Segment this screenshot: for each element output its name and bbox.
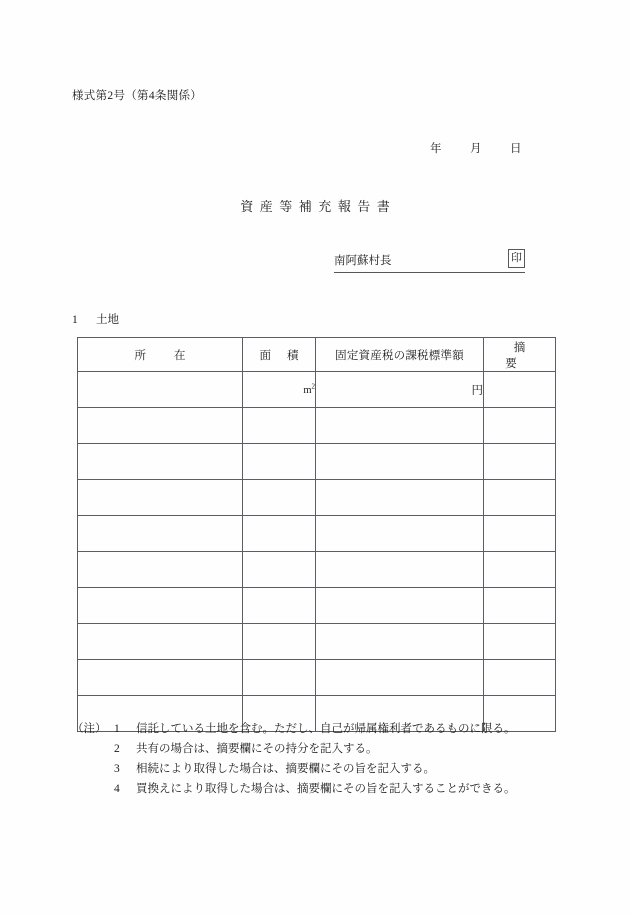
column-header-location: 所在 — [78, 338, 243, 372]
document-title: 資産等補充報告書 — [240, 199, 397, 214]
table-row — [78, 624, 556, 660]
cell-location[interactable] — [78, 408, 243, 444]
cell-tax-base[interactable] — [316, 588, 484, 624]
cell-area[interactable] — [243, 480, 316, 516]
cell-location[interactable] — [78, 516, 243, 552]
cell-area-unit[interactable] — [243, 372, 316, 408]
table-row — [78, 408, 556, 444]
form-number: 様式第2号（第4条関係） — [72, 90, 203, 102]
cell-area[interactable] — [243, 516, 316, 552]
cell-tax-base[interactable] — [316, 444, 484, 480]
note-number: 3 — [114, 763, 120, 775]
cell-remarks[interactable] — [484, 480, 556, 516]
section-heading-land — [72, 311, 119, 327]
section-label: 土地 — [96, 314, 119, 326]
cell-tax-base[interactable] — [316, 516, 484, 552]
column-header-area: 面積 — [243, 338, 316, 372]
seal-stamp-box: 印 — [508, 249, 525, 268]
cell-location[interactable] — [78, 588, 243, 624]
note-text: 買換えにより取得した場合は、摘要欄にその旨を記入することができる。 — [136, 783, 516, 795]
note-text: 相続により取得した場合は、摘要欄にその旨を記入する。 — [136, 763, 435, 775]
table-row — [78, 588, 556, 624]
cell-remarks[interactable] — [484, 660, 556, 696]
note-item — [72, 739, 572, 759]
cell-tax-base[interactable] — [316, 480, 484, 516]
table-body — [78, 372, 556, 732]
cell-location[interactable] — [78, 624, 243, 660]
year-label: 年 — [430, 143, 442, 155]
section-number: 1 — [72, 314, 78, 326]
note-text: 共有の場合は、摘要欄にその持分を記入する。 — [136, 743, 378, 755]
note-item — [72, 779, 572, 799]
addressee-label: 南阿蘇村長 — [334, 255, 392, 267]
cell-remarks[interactable] — [484, 516, 556, 552]
notes-section — [72, 719, 572, 799]
cell-tax-unit[interactable] — [316, 372, 484, 408]
column-header-tax-base: 固定資産税の課税標準額 — [316, 338, 484, 372]
date-line — [430, 140, 522, 156]
table-row — [78, 660, 556, 696]
yen-unit: 円 — [471, 384, 483, 397]
cell-area[interactable] — [243, 588, 316, 624]
square-meter-unit: $m^2$ — [303, 382, 315, 397]
cell-area[interactable] — [243, 660, 316, 696]
cell-area[interactable] — [243, 444, 316, 480]
note-text: 信託している土地を含む。ただし、自己が帰属権利者であるものに限る。 — [136, 723, 516, 735]
note-item — [72, 759, 572, 779]
day-label: 日 — [510, 143, 522, 155]
table-row — [78, 444, 556, 480]
cell-remarks[interactable] — [484, 372, 556, 408]
table-row — [78, 480, 556, 516]
cell-location[interactable] — [78, 372, 243, 408]
table-row — [78, 552, 556, 588]
cell-location[interactable] — [78, 660, 243, 696]
cell-tax-base[interactable] — [316, 624, 484, 660]
cell-location[interactable] — [78, 480, 243, 516]
column-header-remarks: 摘要 — [484, 338, 556, 372]
note-item — [72, 719, 572, 739]
notes-label: （注） — [72, 723, 107, 735]
cell-remarks[interactable] — [484, 588, 556, 624]
table-row — [78, 372, 556, 408]
land-asset-table — [77, 337, 556, 732]
month-label: 月 — [470, 143, 482, 155]
note-number: 4 — [114, 783, 120, 795]
note-number: 2 — [114, 743, 120, 755]
cell-remarks[interactable] — [484, 408, 556, 444]
table-header-row — [78, 338, 556, 372]
cell-area[interactable] — [243, 624, 316, 660]
cell-remarks[interactable] — [484, 552, 556, 588]
note-number: 1 — [114, 723, 120, 735]
cell-remarks[interactable] — [484, 624, 556, 660]
cell-area[interactable] — [243, 408, 316, 444]
cell-location[interactable] — [78, 444, 243, 480]
cell-location[interactable] — [78, 552, 243, 588]
addressee-line — [334, 251, 525, 273]
cell-area[interactable] — [243, 552, 316, 588]
cell-remarks[interactable] — [484, 444, 556, 480]
cell-tax-base[interactable] — [316, 408, 484, 444]
table-row — [78, 516, 556, 552]
cell-tax-base[interactable] — [316, 552, 484, 588]
cell-tax-base[interactable] — [316, 660, 484, 696]
